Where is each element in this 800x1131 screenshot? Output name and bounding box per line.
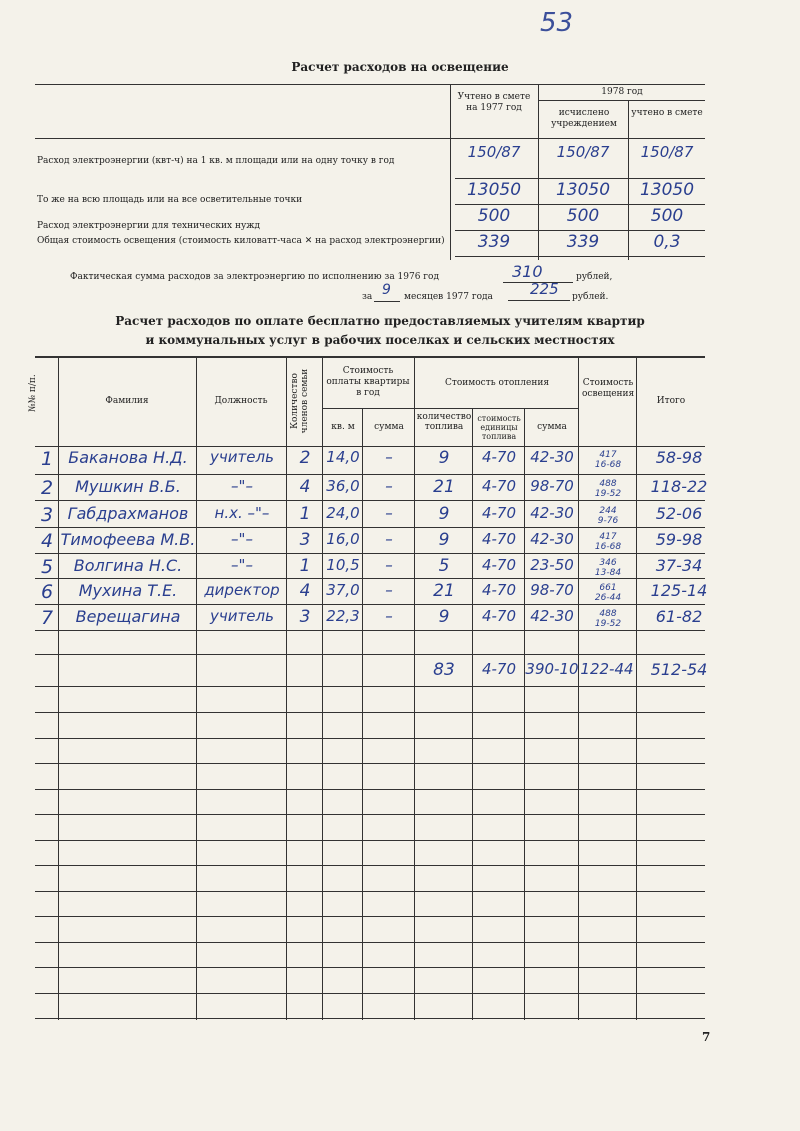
row-sum: –: [385, 477, 393, 495]
col-heating-header: Стоимость отопления: [444, 378, 549, 388]
col-1978-header: 1978 год: [601, 87, 643, 97]
housing-title-line2: и коммунальных услуг в рабочих поселках и сельских местностях: [145, 333, 615, 347]
total-sum: 512-54: [650, 660, 708, 679]
row-fam: 1: [299, 556, 311, 576]
footer-page-number: 7: [702, 1030, 711, 1044]
row-light_top: 488: [599, 609, 617, 619]
row-light_bot: 9-76: [597, 516, 619, 526]
fact-sum-1977-value: 225: [530, 280, 559, 298]
row-light_top: 488: [599, 479, 617, 489]
col-heat-sum-header: сумма: [537, 422, 567, 432]
row-light_bot: 16-68: [594, 460, 622, 470]
fact-sum-1977-label: месяцев 1977 года: [404, 292, 493, 302]
col-family-header: Количество членов семьи: [290, 368, 310, 434]
row-qty: 9: [438, 607, 450, 627]
row-qty: 9: [438, 530, 450, 550]
total-heat-unit: 4-70: [481, 660, 517, 678]
col-rent-header: Стоимость оплаты квартиры в год: [326, 366, 410, 398]
lighting-value-calc: 500: [566, 206, 600, 226]
lighting-value-smeta: 0,3: [653, 232, 681, 252]
lighting-row-label: Общая стоимость освещения (стоимость киловатт-часа ✕ на расход электроэнергии): [37, 236, 445, 246]
fact-months-value: 9: [382, 282, 391, 298]
lighting-value-calc: 13050: [555, 180, 611, 200]
col-surname-header: Фамилия: [105, 396, 149, 406]
row-unit: 4-70: [481, 530, 517, 548]
row-name: Баканова Н.Д.: [68, 448, 188, 467]
row-sum: –: [385, 530, 393, 548]
row-unit: 4-70: [481, 581, 517, 599]
fact-sum-1977-prefix: за: [362, 292, 373, 302]
lighting-value-1977: 500: [477, 206, 511, 226]
row-light_top: 661: [599, 583, 617, 593]
row-total: 37-34: [655, 556, 703, 575]
row-pos: –"–: [231, 530, 253, 548]
col-rent-sum-header: сумма: [374, 422, 404, 432]
col-heat-qty-header: количество топлива: [416, 412, 472, 432]
row-unit: 4-70: [481, 607, 517, 625]
row-sum: –: [385, 556, 393, 574]
fact-sum-1977-unit: рублей.: [572, 292, 609, 302]
row-sqm: 37,0: [326, 581, 360, 599]
total-light: 122-44: [580, 660, 634, 678]
row-unit: 4-70: [481, 477, 517, 495]
row-n: 6: [40, 581, 54, 603]
lighting-row-label: То же на всю площадь или на все осветительные точки: [37, 195, 303, 205]
col-smeta-header: учтено в смете: [631, 108, 703, 118]
row-name: Мухина Т.Е.: [78, 581, 178, 600]
row-name: Габдрахманов: [67, 504, 189, 523]
lighting-value-smeta: 13050: [639, 180, 695, 200]
row-unit: 4-70: [481, 448, 517, 466]
row-total: 61-82: [655, 607, 703, 626]
total-heat-qty: 83: [433, 660, 455, 680]
row-qty: 9: [438, 504, 450, 524]
row-total: 59-98: [655, 530, 703, 549]
row-sqm: 24,0: [326, 504, 360, 522]
lighting-value-calc: 150/87: [556, 143, 610, 161]
row-pos: –"–: [231, 477, 253, 495]
row-hsum: 42-30: [530, 504, 574, 522]
row-pos: н.х. –"–: [214, 504, 270, 522]
housing-title-line1: Расчет расходов по оплате бесплатно предоставляемых учителям квартир: [115, 314, 645, 328]
row-light_top: 244: [599, 506, 617, 516]
lighting-row-label: Расход электроэнергии (квт-ч) на 1 кв. м площади или на одну точку в год: [37, 156, 395, 166]
col-light-header: Стоимость освещения: [582, 378, 635, 399]
row-n: 2: [40, 477, 54, 499]
row-fam: 4: [299, 581, 311, 601]
row-sum: –: [385, 504, 393, 522]
fact-sum-1976-label: Фактическая сумма расходов за электроэнергию по исполнению за 1976 год: [70, 272, 439, 282]
col-1977-header: Учтено в смете на 1977 год: [457, 92, 531, 113]
row-qty: 5: [438, 556, 450, 576]
row-name: Тимофеева М.В.: [60, 530, 196, 549]
row-qty: 9: [438, 448, 450, 468]
row-fam: 2: [299, 448, 311, 468]
row-name: Мушкин В.Б.: [75, 477, 181, 496]
row-light_top: 417: [599, 532, 617, 542]
row-sqm: 10,5: [326, 556, 360, 574]
row-pos: учитель: [210, 448, 274, 466]
row-n: 1: [40, 448, 54, 470]
total-heat-sum: 390-10: [525, 660, 579, 678]
row-light_bot: 13-84: [594, 568, 622, 578]
row-pos: учитель: [210, 607, 274, 625]
fact-sum-1976-value: 310: [512, 262, 543, 281]
row-fam: 3: [299, 607, 311, 627]
row-hsum: 42-30: [530, 530, 574, 548]
row-sum: –: [385, 607, 393, 625]
row-n: 4: [40, 530, 54, 552]
lighting-value-1977: 150/87: [467, 143, 521, 161]
fact-sum-1976-unit: рублей,: [576, 272, 613, 282]
lighting-value-smeta: 150/87: [640, 143, 694, 161]
row-n: 7: [40, 607, 54, 629]
col-heat-unit-header: стоимость единицы топлива: [477, 414, 521, 441]
lighting-title: Расчет расходов на освещение: [291, 60, 509, 74]
row-sqm: 36,0: [326, 477, 360, 495]
row-sum: –: [385, 581, 393, 599]
lighting-value-smeta: 500: [650, 206, 684, 226]
row-total: 125-14: [650, 581, 708, 600]
row-fam: 1: [299, 504, 311, 524]
row-sqm: 16,0: [326, 530, 360, 548]
row-name: Верещагина: [75, 607, 181, 626]
row-hsum: 42-30: [530, 448, 574, 466]
col-num-header: №№ п/п.: [28, 374, 38, 412]
row-unit: 4-70: [481, 504, 517, 522]
row-hsum: 98-70: [530, 477, 574, 495]
col-total-header: Итого: [656, 396, 686, 406]
row-pos: –"–: [231, 556, 253, 574]
row-total: 52-06: [655, 504, 703, 523]
row-hsum: 23-50: [530, 556, 574, 574]
row-hsum: 98-70: [530, 581, 574, 599]
row-total: 58-98: [655, 448, 703, 467]
row-name: Волгина Н.С.: [73, 556, 183, 575]
row-qty: 21: [433, 477, 455, 497]
handwritten-page-number: 53: [540, 8, 574, 38]
row-sqm: 14,0: [326, 448, 360, 466]
row-sum: –: [385, 448, 393, 466]
row-light_bot: 16-68: [594, 542, 622, 552]
row-qty: 21: [433, 581, 455, 601]
row-fam: 4: [299, 477, 311, 497]
row-light_bot: 19-52: [594, 489, 622, 499]
lighting-row-label: Расход электроэнергии для технических нужд: [37, 221, 261, 231]
row-pos: директор: [204, 581, 280, 599]
row-light_bot: 26-44: [594, 593, 622, 603]
row-n: 3: [40, 504, 54, 526]
row-hsum: 42-30: [530, 607, 574, 625]
row-total: 118-22: [650, 477, 708, 496]
col-calc-header: исчислено учреждением: [551, 108, 617, 129]
col-rent-sqm-header: кв. м: [331, 422, 355, 432]
lighting-value-calc: 339: [566, 232, 600, 252]
col-position-header: Должность: [214, 396, 268, 406]
row-unit: 4-70: [481, 556, 517, 574]
row-sqm: 22,3: [326, 607, 360, 625]
row-n: 5: [40, 556, 54, 578]
row-light_top: 417: [599, 450, 617, 460]
row-fam: 3: [299, 530, 311, 550]
lighting-value-1977: 13050: [466, 180, 522, 200]
lighting-value-1977: 339: [477, 232, 511, 252]
row-light_top: 346: [599, 558, 617, 568]
row-light_bot: 19-52: [594, 619, 622, 629]
